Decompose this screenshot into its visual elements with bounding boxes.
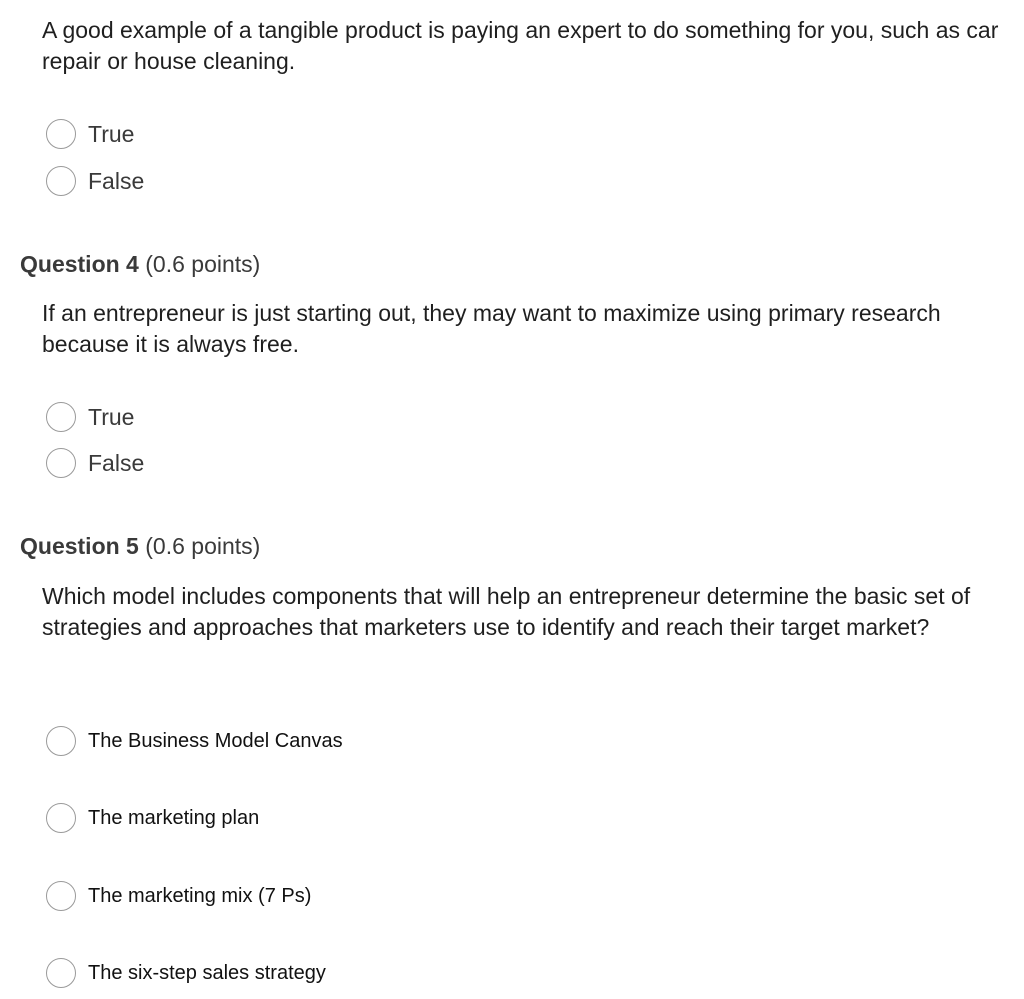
question-4-prompt: If an entrepreneur is just starting out, they may want to maximize using primary research because it is always free. — [42, 300, 941, 357]
option-label: The marketing plan — [88, 807, 260, 829]
radio-button[interactable] — [46, 958, 76, 988]
radio-button[interactable] — [46, 803, 76, 833]
option-label: False — [88, 450, 145, 476]
option-label: False — [88, 168, 145, 194]
question-5-option-business-model-canvas[interactable] — [46, 725, 343, 757]
radio-button[interactable] — [46, 881, 76, 911]
option-label: The six-step sales strategy — [88, 962, 326, 984]
question-4-option-true[interactable] — [46, 401, 134, 433]
radio-button[interactable] — [46, 119, 76, 149]
question-5-option-six-step-sales-strategy[interactable] — [46, 957, 326, 989]
question-points: (0.6 points) — [145, 533, 261, 559]
question-points: (0.6 points) — [145, 251, 261, 277]
question-5-option-marketing-mix[interactable] — [46, 880, 311, 912]
radio-button[interactable] — [46, 402, 76, 432]
question-title: Question 5 — [20, 533, 139, 559]
option-label: True — [88, 404, 135, 430]
question-4-option-false[interactable] — [46, 447, 144, 479]
option-label: The Business Model Canvas — [88, 730, 343, 752]
radio-button[interactable] — [46, 166, 76, 196]
radio-button[interactable] — [46, 726, 76, 756]
question-5-heading — [20, 531, 260, 561]
question-5-option-marketing-plan[interactable] — [46, 802, 259, 834]
question-4-heading — [20, 249, 260, 279]
question-title: Question 4 — [20, 251, 139, 277]
radio-button[interactable] — [46, 448, 76, 478]
option-label: The marketing mix (7 Ps) — [88, 885, 312, 907]
question-3-option-true[interactable] — [46, 118, 134, 150]
question-3-option-false[interactable] — [46, 165, 144, 197]
option-label: True — [88, 121, 135, 147]
question-3-prompt: A good example of a tangible product is paying an expert to do something for you, such as car repair or house cleaning. — [42, 17, 999, 74]
question-5-prompt: Which model includes components that will help an entrepreneur determine the basic set of strategies and approaches that marketers use to identify and reach their target market? — [42, 583, 971, 640]
